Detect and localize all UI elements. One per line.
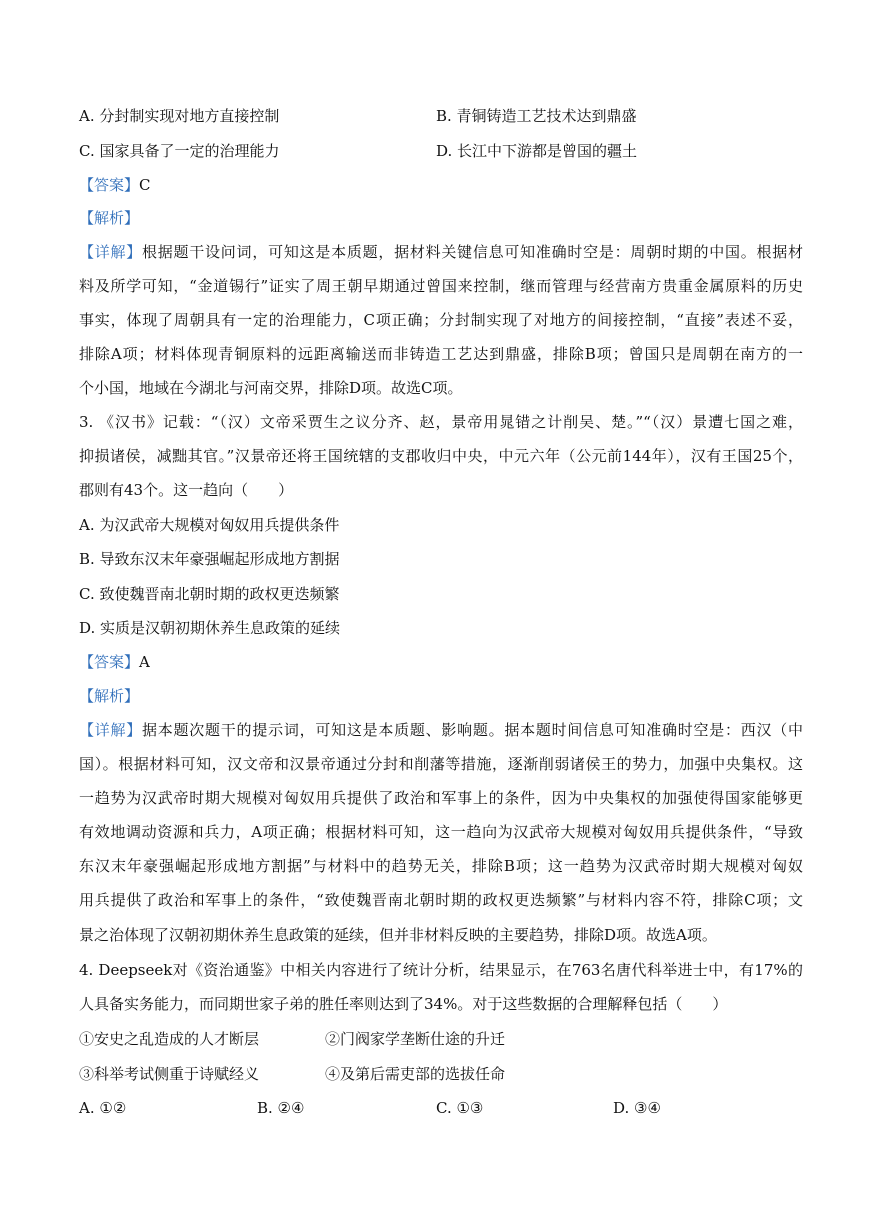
q4-stem-line: 4. Deepseek对《资治通鉴》中相关内容进行了统计分析，结果显示，在763名唐代科举进士中，有17%的 [79, 961, 803, 979]
detail-tag: 【详解】 [79, 243, 143, 261]
q4-option-a: A. ①② [79, 1099, 127, 1117]
detail-text: 据本题次题干的提示词，可知这是本质题、影响题。据本题时间信息可知准确时空是：西汉（中 [142, 721, 803, 739]
q2-option-a: A. 分封制实现对地方直接控制 [79, 107, 280, 125]
q2-option-d: D. 长江中下游都是曾国的疆土 [436, 142, 638, 160]
q4-item-3: ③科举考试侧重于诗赋经义 [79, 1065, 260, 1083]
q4-item-2: ②门阀家学垄断仕途的升迁 [325, 1030, 506, 1048]
answer-value: C [139, 176, 151, 194]
q3-stem-line: 3. 《汉书》记载：“（汉）文帝采贾生之议分齐、赵，景帝用晁错之计削吴、楚。”“（汉）景遭七国之难， [79, 413, 803, 431]
q3-detail-line: 用兵提供了政治和军事上的条件，“致使魏晋南北朝时期的政权更迭频繁”与材料内容不符，排除C项；文 [79, 891, 803, 909]
q2-detail-line: 料及所学可知，“金道锡行”证实了周王朝早期通过曾国来控制，继而管理与经营南方贵重金属原料的历史 [79, 277, 803, 295]
answer-tag: 【答案】 [79, 653, 140, 671]
q3-detail-line [79, 720, 803, 740]
q3-option-a: A. 为汉武帝大规模对匈奴用兵提供条件 [79, 516, 340, 534]
q3-answer [79, 652, 150, 672]
q4-option-c: C. ①③ [436, 1099, 484, 1117]
answer-value: A [139, 653, 150, 671]
q2-option-c: C. 国家具备了一定的治理能力 [79, 142, 280, 160]
q4-item-4: ④及第后需吏部的选拔任命 [325, 1065, 506, 1083]
q2-detail-line: 事实，体现了周朝具有一定的治理能力，C项正确；分封制实现了对地方的间接控制，“直接”表述不妥， [79, 311, 803, 329]
q2-detail-line [79, 242, 803, 262]
q2-detail-line: 排除A项；材料体现青铜原料的远距离输送而非铸造工艺达到鼎盛，排除B项；曾国只是周朝在南方的一 [79, 345, 803, 363]
q4-option-b: B. ②④ [257, 1099, 305, 1117]
q4-stem-line: 人具备实务能力，而同期世家子弟的胜任率则达到了34%。对于这些数据的合理解释包括（ ） [79, 995, 728, 1013]
answer-tag: 【答案】 [79, 176, 140, 194]
detail-tag: 【详解】 [79, 721, 143, 739]
q2-answer [79, 175, 151, 195]
q3-detail-line: 东汉末年豪强崛起形成地方割据”与材料中的趋势无关，排除B项；这一趋势为汉武帝时期大规模对匈奴 [79, 857, 803, 875]
q4-option-d: D. ③④ [613, 1099, 661, 1117]
q3-stem-line: 郡则有43个。这一趋向（ ） [79, 481, 294, 499]
q3-detail-line: 国）。根据材料可知，汉文帝和汉景帝通过分封和削藩等措施，逐渐削弱诸侯王的势力，加强中央集权。这 [79, 755, 803, 773]
q3-analysis-tag: 【解析】 [79, 687, 140, 705]
q3-detail-line: 一趋势为汉武帝时期大规模对匈奴用兵提供了政治和军事上的条件，因为中央集权的加强使得国家能够更 [79, 789, 803, 807]
q3-option-d: D. 实质是汉朝初期休养生息政策的延续 [79, 619, 341, 637]
q2-option-b: B. 青铜铸造工艺技术达到鼎盛 [436, 107, 637, 125]
q3-option-c: C. 致使魏晋南北朝时期的政权更迭频繁 [79, 585, 340, 603]
q3-detail-line: 有效地调动资源和兵力，A项正确；根据材料可知，这一趋向为汉武帝大规模对匈奴用兵提供条件，“导致 [79, 823, 803, 841]
detail-text: 根据题干设问词，可知这是本质题，据材料关键信息可知准确时空是：周朝时期的中国。根据材 [142, 243, 803, 261]
q4-item-1: ①安史之乱造成的人才断层 [79, 1030, 260, 1048]
q2-analysis-tag: 【解析】 [79, 209, 140, 227]
q3-detail-line: 景之治体现了汉朝初期休养生息政策的延续，但并非材料反映的主要趋势，排除D项。故选A项。 [79, 926, 717, 944]
q3-option-b: B. 导致东汉末年豪强崛起形成地方割据 [79, 550, 340, 568]
q2-detail-line: 个小国，地域在今湖北与河南交界，排除D项。故选C项。 [79, 379, 463, 397]
q3-stem-line: 抑损诸侯，减黜其官。”汉景帝还将王国统辖的支郡收归中央，中元六年（公元前144年），汉有王国25个， [79, 447, 803, 465]
